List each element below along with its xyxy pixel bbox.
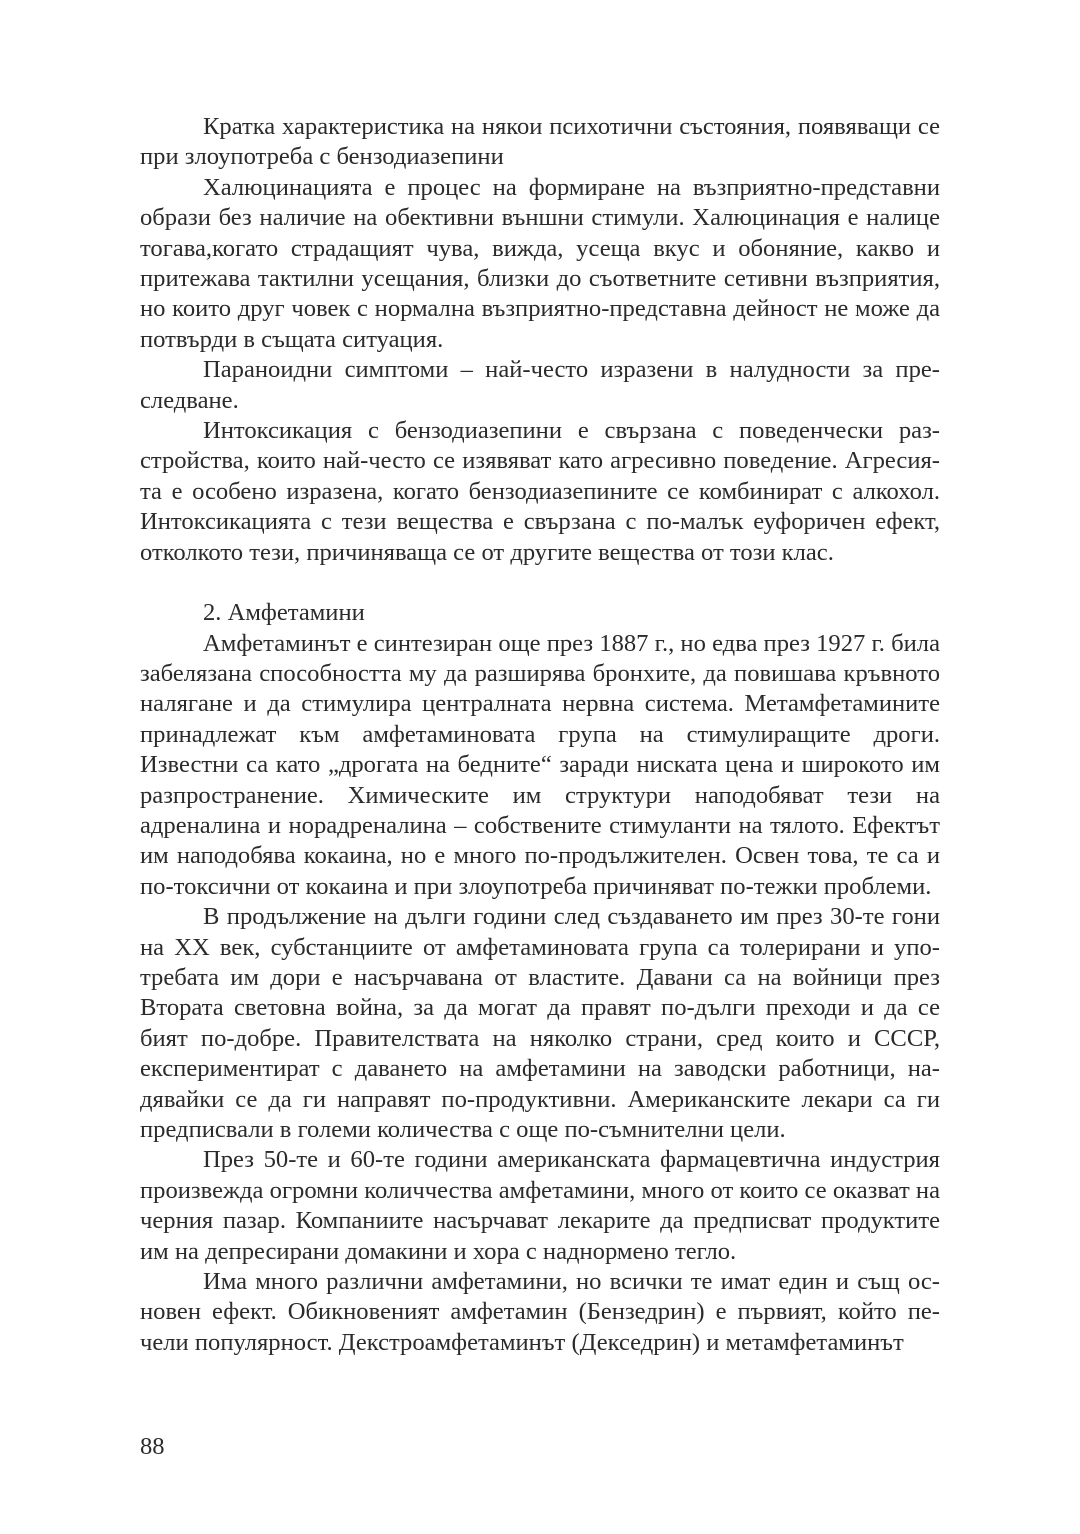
paragraph-amphetamine-history: Амфетаминът е синтезиран още през 1887 г., но едва през 1927 г. била забелязана способността му да разширява бронхите, да повишава кръвното налягане и да стимулира централната нервна система. Метамфетамините принадлежат към амфетаминовата група на стимулиращите дроги. Известни са като „дрогата на бедните“ заради ниската цена и широкото им разпространение. Химическите им структури наподобяват тези на адреналина и норадреналина – собствените стимуланти на тялото. Ефектът им наподобява кокаина, но е много по-продължителен. Освен това, те са и по-токсични от кокаина и при злоупотреба причиняват по-тежки проблеми. <box>140 629 940 900</box>
paragraph-intoxication: Интоксикация с бензодиазепини е свързана с поведенчески разстройства, които най-често се изявяват като агресивно поведение. Агресията е особено изразена, когато бензодиазепините се комбинират с алкохол. Интоксикацията с тези вещества е свързана с по-малък еуфоричен ефект, отколкото тези, причиняваща се от другите вещества от този клас. <box>140 417 940 566</box>
paragraph-paranoid-symptoms: Параноидни симптоми – най-често изразени в налудности за преследване. <box>140 356 940 414</box>
paragraph-amphetamine-tolerance: В продължение на дълги години след създаването им през 30-те гони на XX век, субстанциите от амфетаминовата група са толерирани и употребата им дори е насърчавана от властите. Давани са на войници през Втората световна война, за да могат да правят по-дълги преходи и да се бият по-добре. Правителствата на няколко страни, сред които и СССР, експериментират с даването на амфетамини на заводски работници, надявайки се да ги направят по-продуктивни. Американските лекари са ги предписвали в големи количества с още по-съмнителни цели. <box>140 903 940 1143</box>
section-heading: 2. Амфетамини <box>203 599 365 627</box>
page-body <box>140 112 940 1358</box>
page-number: 88 <box>140 1433 165 1460</box>
paragraph-heading-psychotic-states: Кратка характеристика на някои психотични състояния, появяващи се при злоупотреба с бензодиазепини <box>140 113 940 171</box>
section-spacer <box>140 568 940 598</box>
paragraph-pharma-industry: През 50-те и 60-те години американската фармацевтична индустрия произвежда огромни количчества амфетамини, много от които се оказват на черния пазар. Компаниите насърчават лекарите да предписват продуктите им на депресирани домакини и хора с наднормено тегло. <box>140 1146 940 1265</box>
paragraph-hallucination: Халюцинацията е процес на формиране на възприятно-представни образи без наличие на обективни външни стимули. Халюцинация е налице тогава,когато страдащият чува, вижда, усеща вкус и обоняние, какво и притежава тактилни усещания, близки до съответните сетивни възприятия, но които друг човек с нормална възприятно-представна дейност не може да потвърди в същата ситуация. <box>140 173 940 353</box>
paragraph-amphetamine-types: Има много различни амфетамини, но всички те имат един и същ основен ефект. Обикновеният амфетамин (Бензедрин) е първият, който печели популярност. Декстроамфетаминът (Декседрин) и метамфетаминът <box>140 1268 940 1356</box>
